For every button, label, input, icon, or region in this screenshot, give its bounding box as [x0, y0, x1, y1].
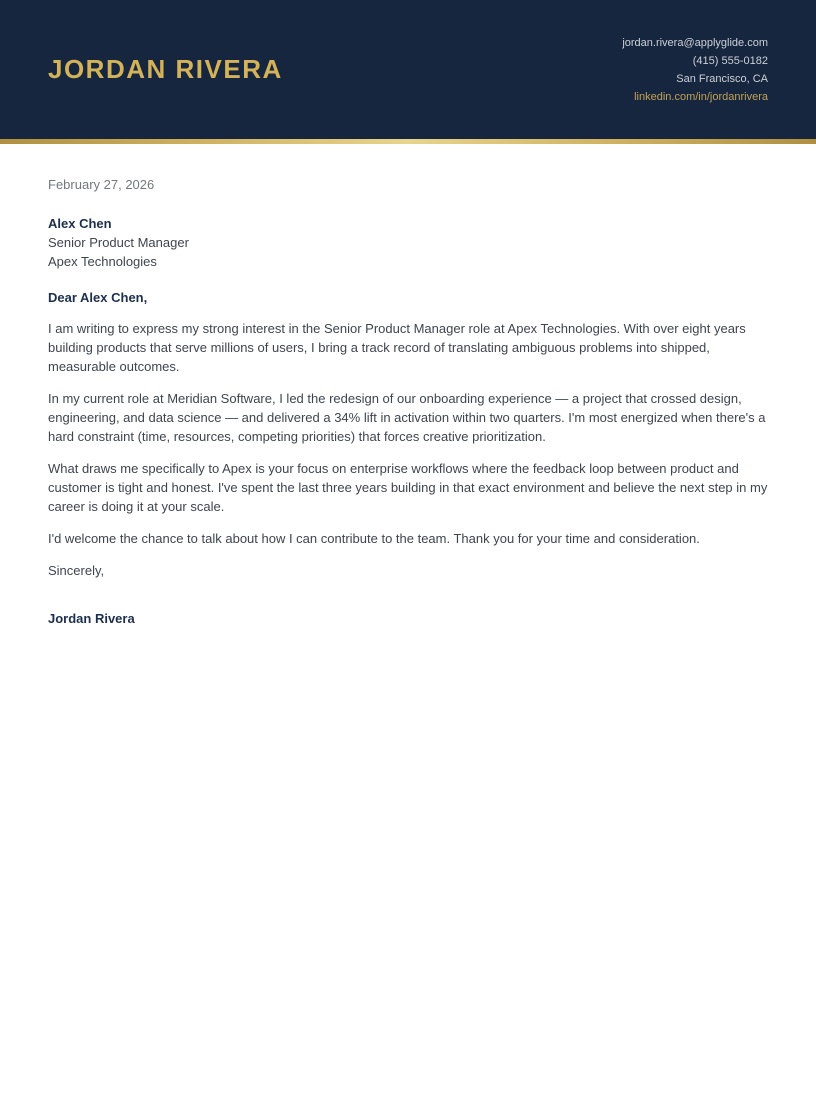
paragraph-intro: I am writing to express my strong interest in the Senior Product Manager role at Apex Technologies. With over eight years building products that serve millions of users, I bring a track record of translating ambiguous problems into shipped, measurable outcomes. — [48, 321, 746, 374]
salutation: Dear Alex Chen, — [48, 290, 148, 305]
signature: Jordan Rivera — [48, 611, 135, 626]
paragraph-motivation: What draws me specifically to Apex is your focus on enterprise workflows where the feedback loop between product and customer is tight and honest. I've spent the last three years building in that exact environment and believe the next step in my career is doing it at your scale. — [48, 461, 768, 514]
recipient-name: Alex Chen — [48, 216, 112, 231]
paragraph-experience: In my current role at Meridian Software, I led the redesign of our onboarding experience — a project that crossed design, engineering, and data science — and delivered a 34% lift in activation within two quarters. I'm most energized when there's a hard constraint (time, resources, competing priorities) that forces creative prioritization. — [48, 391, 766, 444]
contact-phone: (415) 555-0182 — [692, 54, 768, 67]
letter-body — [0, 144, 816, 628]
letterhead — [0, 0, 816, 139]
page-title: JORDAN RIVERA — [48, 54, 283, 84]
contact-block — [622, 34, 768, 106]
signoff: Sincerely, — [48, 563, 105, 578]
recipient-title: Senior Product Manager — [48, 235, 189, 250]
recipient-block — [48, 214, 768, 271]
paragraph-closing: I'd welcome the chance to talk about how I can contribute to the team. Thank you for your time and consideration. — [48, 531, 700, 546]
linkedin-link[interactable]: linkedin.com/in/jordanrivera — [634, 90, 768, 103]
contact-email: jordan.rivera@applyglide.com — [622, 36, 768, 49]
recipient-company: Apex Technologies — [48, 254, 157, 269]
letter-date: February 27, 2026 — [48, 177, 155, 192]
contact-location: San Francisco, CA — [676, 72, 768, 85]
